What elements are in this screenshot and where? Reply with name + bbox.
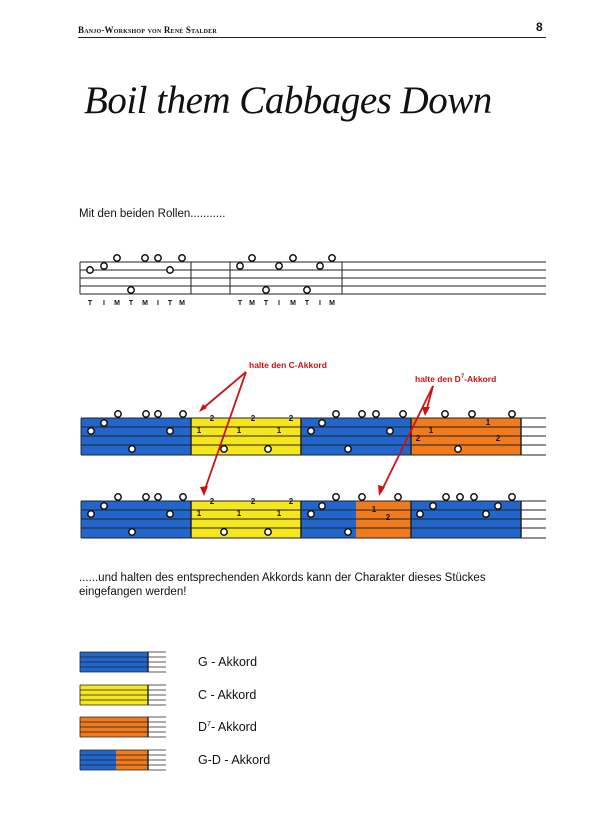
legend-d7-label: $D^7-$ Akkord xyxy=(198,720,257,734)
roll-finger-labels xyxy=(88,300,335,307)
c-chord-annotation: halte den C-Akkord xyxy=(249,360,327,370)
fret-number: 1 xyxy=(236,426,242,435)
finger-label: I xyxy=(278,300,280,307)
d7-chord-block xyxy=(411,418,521,455)
roll-example-staff xyxy=(80,262,546,294)
fret-number: 2 xyxy=(415,434,421,443)
fret-number: 2 xyxy=(495,434,501,443)
fret-number: 2 xyxy=(250,414,256,423)
finger-label: M xyxy=(179,300,185,307)
outro-text: ......und halten des entsprechenden Akkords kann der Charakter dieses Stückes eingefangen werden! xyxy=(79,572,486,598)
finger-label: M xyxy=(249,300,255,307)
fret-number: 2 xyxy=(288,497,294,506)
arrow-head xyxy=(200,486,208,496)
finger-label: T xyxy=(167,300,173,307)
finger-label: I xyxy=(319,300,321,307)
tab-row-1 xyxy=(81,411,546,455)
running-header: Banjo-Workshop von René Stalder xyxy=(78,25,217,35)
legend-gd-label: G-D - Akkord xyxy=(198,753,271,767)
g-chord-block xyxy=(81,501,191,538)
fret-number: 1 xyxy=(428,426,434,435)
fret-number: 1 xyxy=(196,426,202,435)
finger-label: M xyxy=(290,300,296,307)
finger-label: I xyxy=(157,300,159,307)
g-chord-block xyxy=(301,418,411,455)
fret-number: 1 xyxy=(276,509,282,518)
legend-c-label: C - Akkord xyxy=(198,688,257,702)
c-chord-block xyxy=(191,418,301,455)
fret-number: 2 xyxy=(209,497,215,506)
finger-label: T xyxy=(304,300,310,307)
finger-label: M xyxy=(114,300,120,307)
fret-number: 1 xyxy=(371,505,377,514)
finger-label: M xyxy=(329,300,335,307)
fret-number: 2 xyxy=(288,414,294,423)
fret-number: 2 xyxy=(385,513,391,522)
fret-number: 2 xyxy=(209,414,215,423)
roll-example-notes xyxy=(87,255,335,293)
fret-number: 2 xyxy=(250,497,256,506)
fret-number: 1 xyxy=(196,509,202,518)
tab-row-2 xyxy=(81,494,546,538)
c-chord-block xyxy=(191,501,301,538)
finger-label: T xyxy=(237,300,243,307)
legend-g-label: G - Akkord xyxy=(198,655,258,669)
finger-label: I xyxy=(103,300,105,307)
arrow-head xyxy=(422,407,430,416)
finger-label: M xyxy=(142,300,148,307)
fret-number: 1 xyxy=(276,426,282,435)
d7-chord-annotation: halte den $D^7$-Akkord xyxy=(415,374,497,384)
intro-text: Mit den beiden Rollen........... xyxy=(79,208,226,220)
page-number: 8 xyxy=(536,20,543,34)
d7-chord-block xyxy=(356,501,411,538)
finger-label: T xyxy=(263,300,269,307)
g-chord-block xyxy=(411,501,521,538)
fret-number: 1 xyxy=(485,418,491,427)
fret-number: 1 xyxy=(236,509,242,518)
legend-swatches xyxy=(80,652,166,770)
finger-label: T xyxy=(128,300,134,307)
g-chord-block xyxy=(81,418,191,455)
finger-label: T xyxy=(87,300,93,307)
song-title: Boil them Cabbages Down xyxy=(84,79,492,122)
